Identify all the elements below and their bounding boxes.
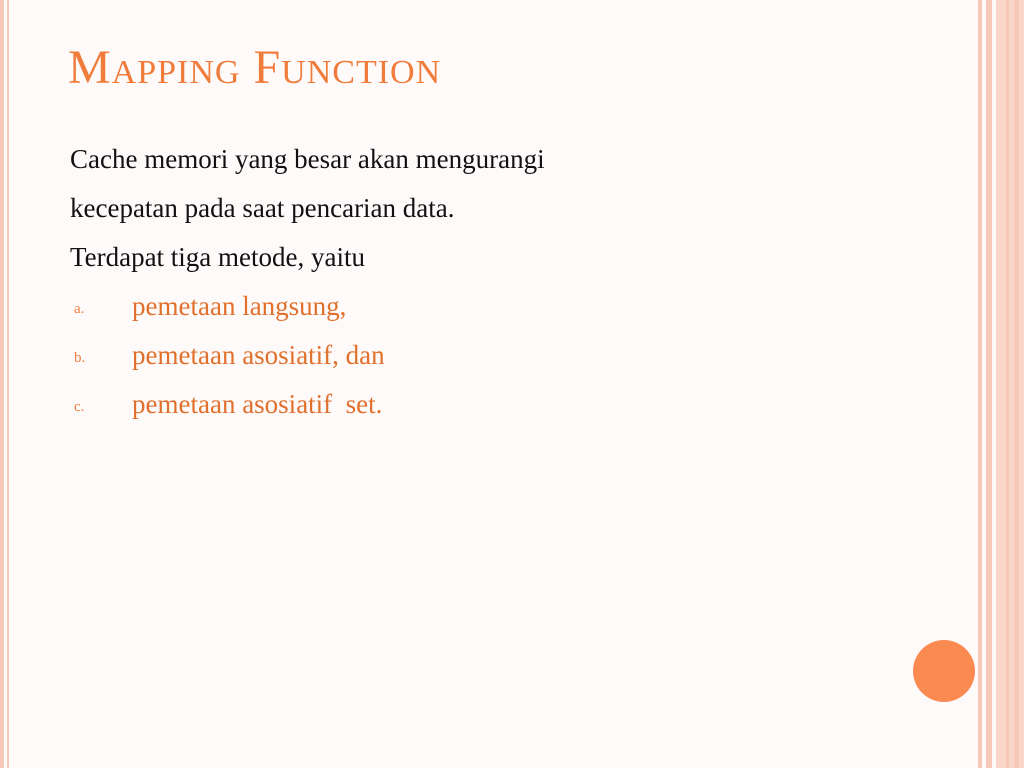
list-marker: b.	[74, 350, 86, 366]
list-marker: a.	[74, 301, 85, 317]
list-item-c	[70, 380, 950, 429]
list-item-a	[70, 282, 950, 331]
body-line-1: Cache memori yang besar akan mengurangi	[70, 144, 545, 174]
decorative-circle	[913, 640, 975, 702]
right-border-stripe	[986, 0, 992, 768]
body-line-3: Terdapat tiga metode, yaitu	[70, 242, 365, 272]
body-line-2: kecepatan pada saat pencarian data.	[70, 193, 455, 223]
list-marker: c.	[74, 399, 85, 415]
right-border-stripe	[1014, 0, 1019, 768]
slide-body	[70, 135, 950, 429]
left-border-stripe	[0, 0, 4, 768]
left-border-stripe	[7, 0, 9, 768]
right-border-stripe	[1006, 0, 1009, 768]
right-border-stripe	[978, 0, 982, 768]
list-item-text: pemetaan asosiatif set.	[132, 389, 383, 419]
list-item-text: pemetaan asosiatif, dan	[132, 340, 385, 370]
right-border-band	[996, 0, 1024, 768]
list-item-text: pemetaan langsung,	[132, 291, 347, 321]
slide-title: Mapping Function	[68, 41, 442, 94]
list-item-b	[70, 331, 950, 380]
